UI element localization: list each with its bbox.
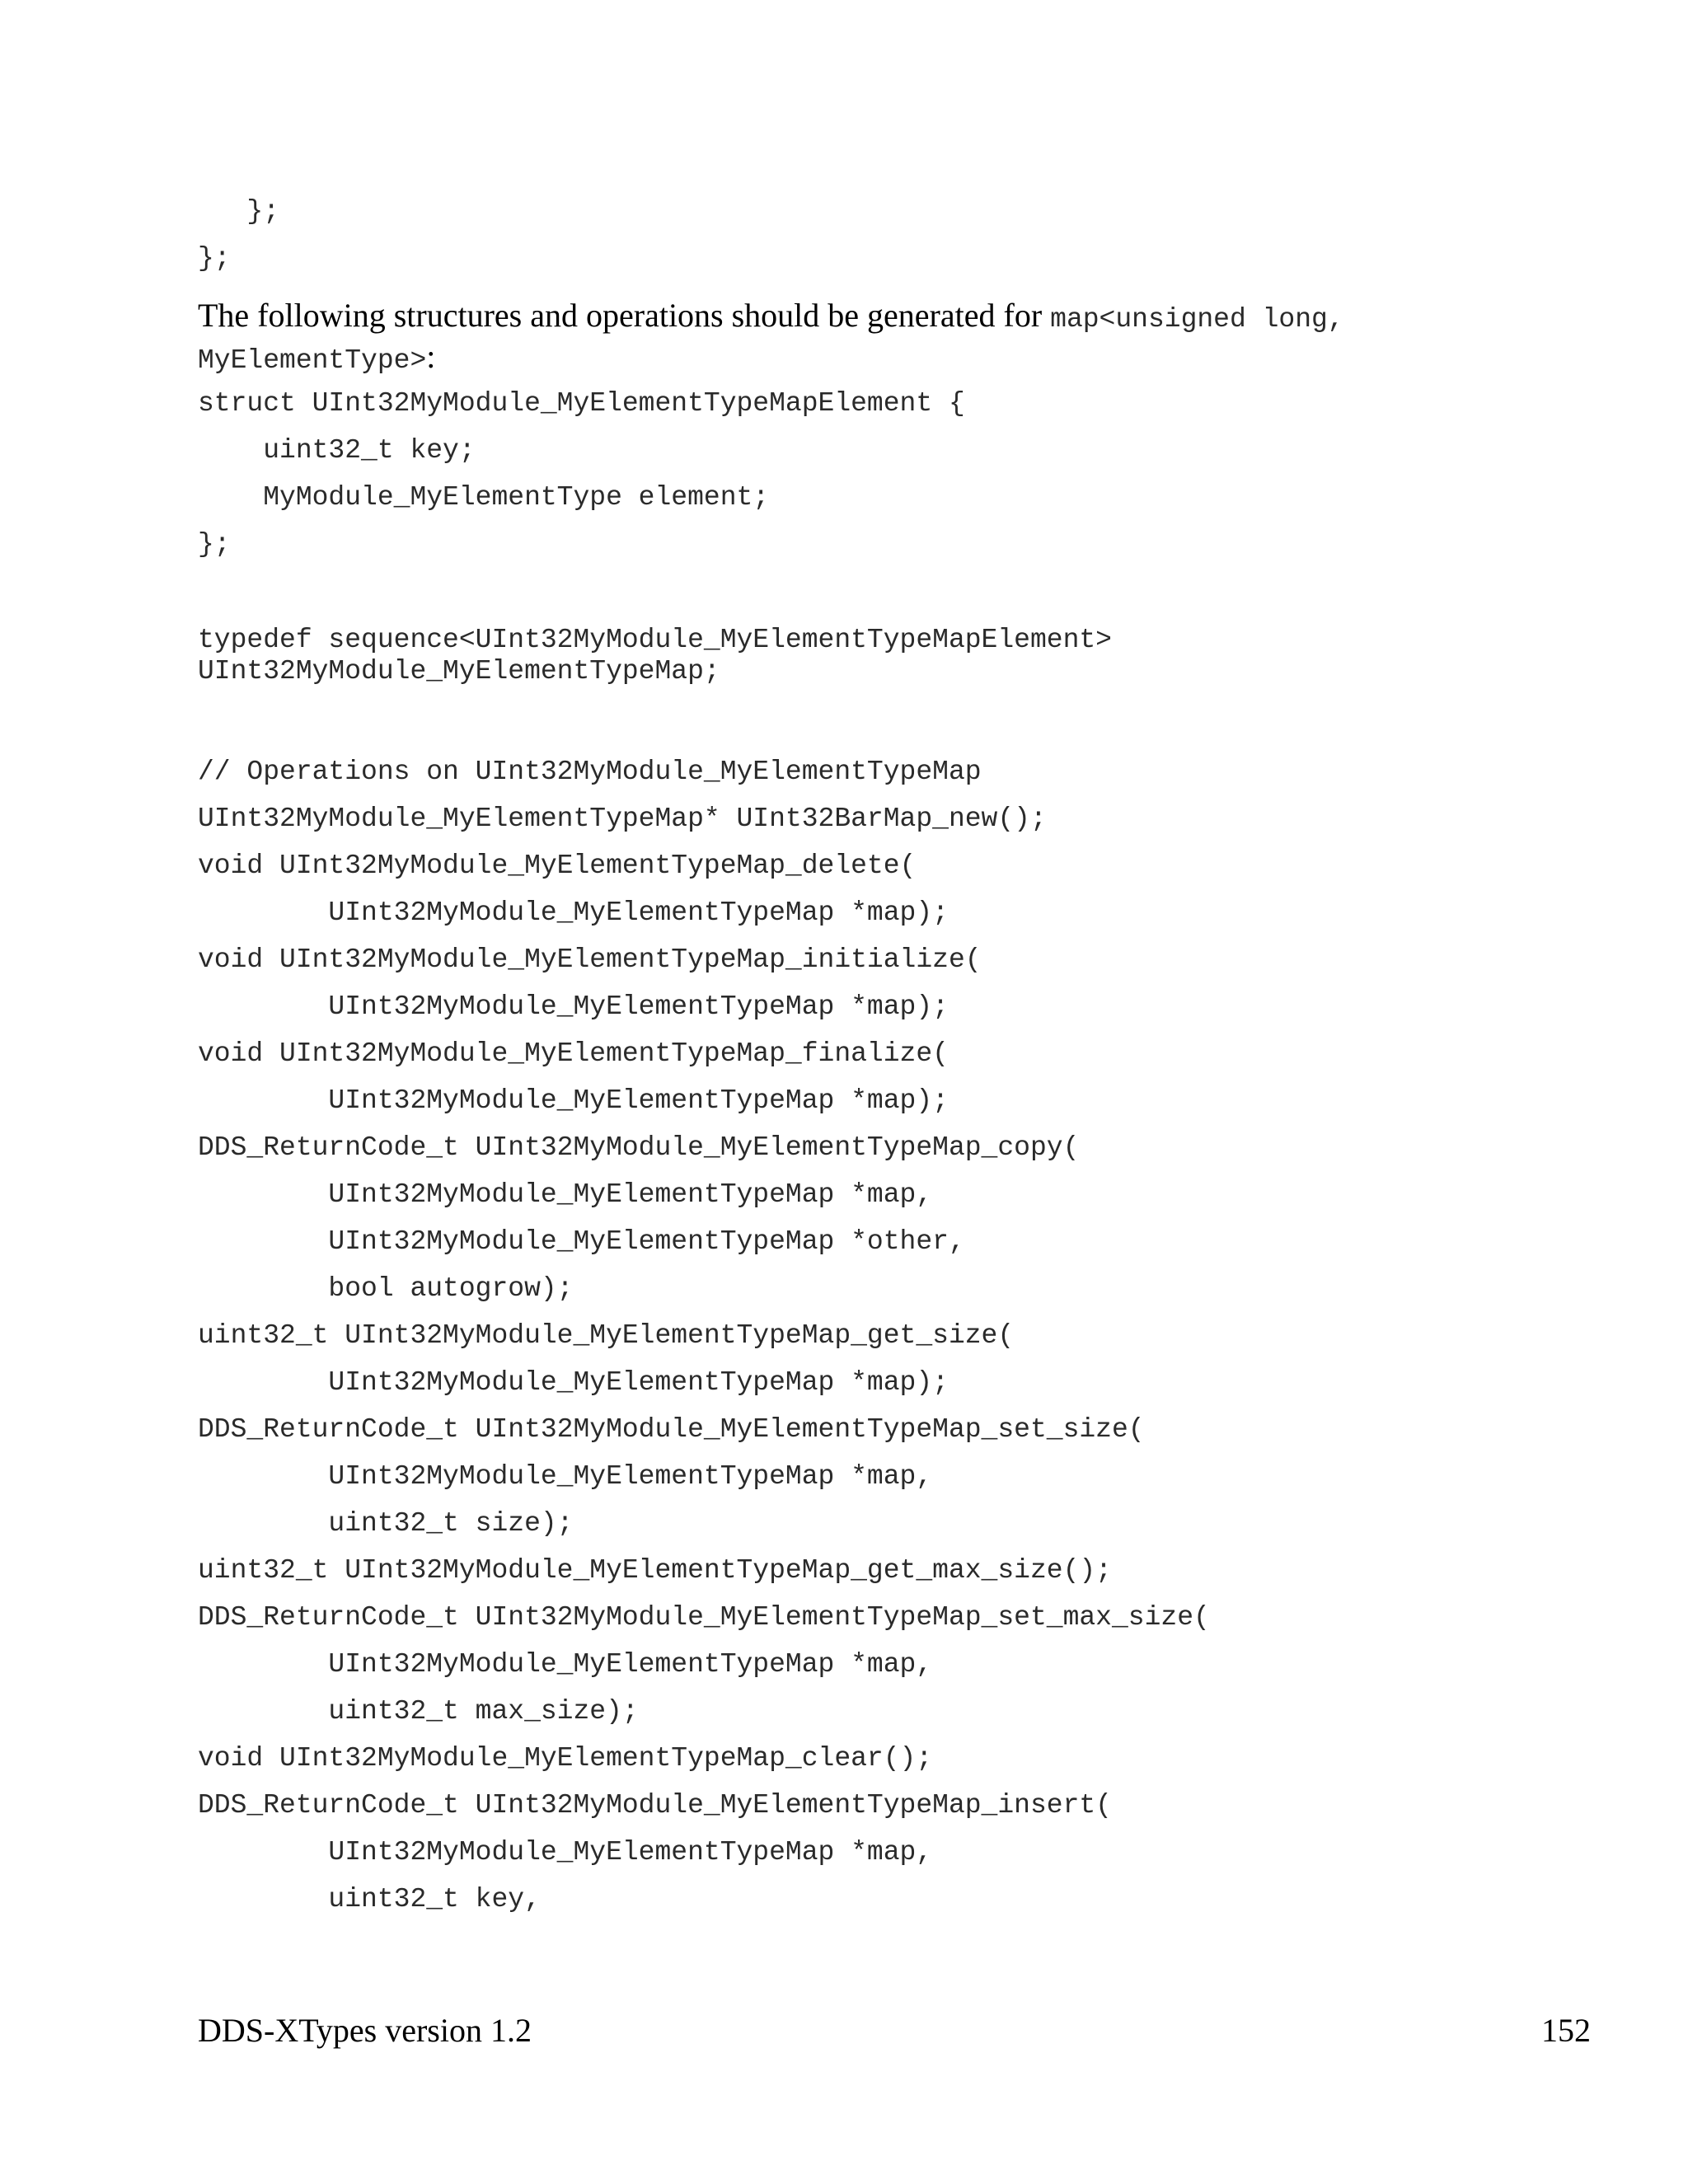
code-line: uint32_t UInt32MyModule_MyElementTypeMap_get_size(	[198, 1320, 1015, 1351]
code-line: bool autogrow);	[198, 1273, 574, 1304]
intro-inline-code: map<unsigned long,	[1050, 304, 1344, 335]
intro-inline-code: MyElementType>	[198, 345, 427, 376]
code-line: UInt32MyModule_MyElementTypeMap *map,	[198, 1649, 933, 1680]
code-line: };	[198, 196, 280, 227]
code-line: void UInt32MyModule_MyElementTypeMap_finalize(	[198, 1038, 949, 1069]
code-line: uint32_t key;	[198, 435, 476, 466]
code-line: void UInt32MyModule_MyElementTypeMap_delete(	[198, 851, 917, 881]
code-line: MyModule_MyElementType element;	[198, 482, 770, 513]
code-line: DDS_ReturnCode_t UInt32MyModule_MyElementTypeMap_set_size(	[198, 1414, 1145, 1445]
code-line: UInt32MyModule_MyElementTypeMap* UInt32BarMap_new();	[198, 804, 1047, 834]
code-line: struct UInt32MyModule_MyElementTypeMapElement {	[198, 388, 965, 419]
code-line: UInt32MyModule_MyElementTypeMap *map,	[198, 1461, 933, 1492]
code-line: UInt32MyModule_MyElementTypeMap *map);	[198, 991, 949, 1022]
code-line: DDS_ReturnCode_t UInt32MyModule_MyElementTypeMap_copy(	[198, 1132, 1080, 1163]
code-line: UInt32MyModule_MyElementTypeMap *map);	[198, 898, 949, 928]
code-line: UInt32MyModule_MyElementTypeMap *map);	[198, 1085, 949, 1116]
code-line: typedef sequence<UInt32MyModule_MyElementTypeMapElement>	[198, 625, 1112, 655]
code-line: UInt32MyModule_MyElementTypeMap *map);	[198, 1367, 949, 1398]
code-line: void UInt32MyModule_MyElementTypeMap_clear();	[198, 1743, 933, 1774]
footer-page-number: 152	[1541, 2012, 1591, 2049]
code-line: UInt32MyModule_MyElementTypeMap *other,	[198, 1226, 965, 1257]
footer-document-title: DDS-XTypes version 1.2	[198, 2012, 532, 2049]
code-line: void UInt32MyModule_MyElementTypeMap_initialize(	[198, 944, 982, 975]
code-line: uint32_t UInt32MyModule_MyElementTypeMap_get_max_size();	[198, 1555, 1112, 1586]
intro-paragraph-line-2	[198, 338, 435, 380]
intro-suffix: :	[426, 338, 436, 375]
code-line: };	[198, 529, 231, 560]
code-line: UInt32MyModule_MyElementTypeMap;	[198, 656, 720, 687]
code-line: uint32_t max_size);	[198, 1696, 639, 1727]
intro-paragraph-line-1	[198, 297, 1344, 339]
code-line: };	[198, 243, 231, 274]
intro-text: The following structures and operations should be generated for	[198, 297, 1051, 334]
code-line: uint32_t size);	[198, 1508, 574, 1539]
code-line: UInt32MyModule_MyElementTypeMap *map,	[198, 1179, 933, 1210]
code-line: DDS_ReturnCode_t UInt32MyModule_MyElementTypeMap_set_max_size(	[198, 1602, 1210, 1633]
code-line: UInt32MyModule_MyElementTypeMap *map,	[198, 1837, 933, 1868]
code-line: uint32_t key,	[198, 1884, 541, 1915]
code-line: DDS_ReturnCode_t UInt32MyModule_MyElementTypeMap_insert(	[198, 1790, 1112, 1821]
code-comment: // Operations on UInt32MyModule_MyElementTypeMap	[198, 757, 982, 787]
